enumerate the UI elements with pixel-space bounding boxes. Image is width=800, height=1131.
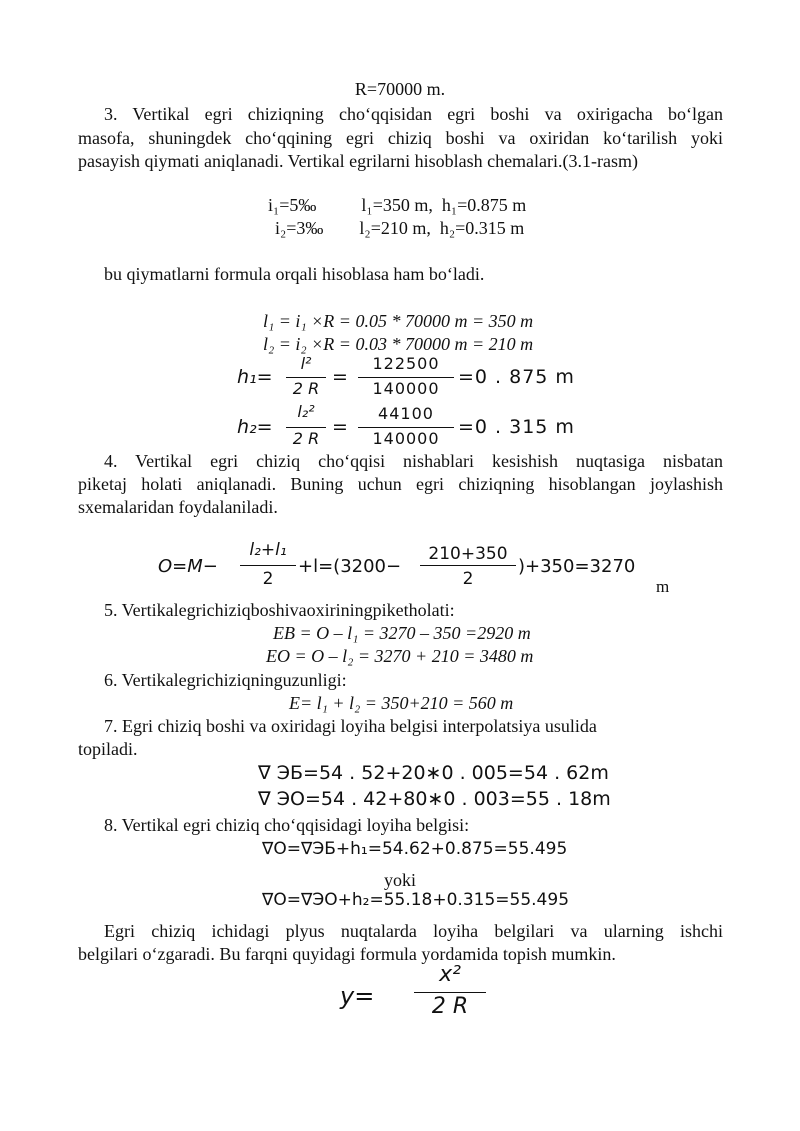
o-fraction-bar-1 bbox=[240, 565, 296, 566]
l2-formula: l₂ = i₂ ×R = 0.03 * 70000 m = 210 m bbox=[263, 334, 534, 354]
paragraph-8: 8. Vertikal egri chiziq cho‘qqisidagi loyiha belgisi: bbox=[104, 815, 470, 835]
h2-fraction-bar-2 bbox=[358, 427, 454, 428]
h1-rhs: =0 . 875 m bbox=[458, 366, 575, 388]
paragraph-3-line-3: pasayish qiymati aniqlanadi. Vertikal egrilarni hisoblash chemalari.(3.1-rasm) bbox=[78, 151, 639, 171]
grad-eo-formula: ∇ ЭО=54 . 42+80∗0 . 003=55 . 18m bbox=[258, 788, 611, 810]
o-num1: l₂+l₁ bbox=[249, 540, 287, 560]
eo-formula: EO = O – l₂ = 3270 + 210 = 3480 m bbox=[266, 646, 534, 666]
h1-num2: 122500 bbox=[372, 354, 440, 373]
e-formula: E= l₁ + l₂ = 350+210 = 560 m bbox=[289, 693, 514, 713]
y-fraction-bar bbox=[414, 992, 486, 993]
o-den1: 2 bbox=[262, 569, 274, 589]
paragraph-9-line-1: Egri chiziq ichidagi plyus nuqtalarda loyiha belgilari va ularning ishchi bbox=[104, 921, 723, 941]
paragraph-4-line-3: sxemalaridan foydalaniladi. bbox=[78, 497, 278, 517]
bu-line: bu qiymatlarni formula orqali hisoblasa ham bo‘ladi. bbox=[104, 264, 485, 284]
r-value: R=70000 m. bbox=[354, 79, 446, 99]
h2-num1: l₂² bbox=[297, 402, 315, 421]
h1-den2: 140000 bbox=[372, 379, 440, 398]
h2-den1: 2 R bbox=[292, 429, 320, 448]
l1-formula: l₁ = i₁ ×R = 0.05 * 70000 m = 350 m bbox=[263, 311, 534, 331]
grad-o-formula-2: ∇O=∇ЭО+h₂=55.18+0.315=55.495 bbox=[262, 890, 570, 910]
h2-eq-sign: = bbox=[332, 416, 348, 438]
h2-den2: 140000 bbox=[372, 429, 440, 448]
o-rhs: )+350=3270 bbox=[518, 556, 636, 577]
o-lhs: O=M− bbox=[158, 556, 218, 577]
paragraph-7-line-1: 7. Egri chiziq boshi va oxiridagi loyiha belgisi interpolatsiya usulida bbox=[104, 716, 597, 736]
h1-eq-sign: = bbox=[332, 366, 348, 388]
paragraph-9-line-2: belgilari o‘zgaradi. Bu farqni quyidagi formula yordamida topish mumkin. bbox=[78, 944, 616, 964]
h1-num1: l² bbox=[300, 354, 312, 373]
params-line-2 bbox=[275, 217, 524, 239]
o-unit: m bbox=[656, 577, 670, 596]
o-mid: +l=(3200− bbox=[298, 556, 402, 577]
params-1-text: i₁=5‰ l₁=350 m, h₁=0.875 m bbox=[268, 195, 527, 215]
paragraph-4-line-1: 4. Vertikal egri chiziq cho‘qqisi nishablari kesishish nuqtasiga nisbatan bbox=[104, 451, 723, 471]
h1-fraction-bar-2 bbox=[358, 377, 454, 378]
paragraph-7-line-2: topiladi. bbox=[78, 739, 138, 759]
yoki-text: yoki bbox=[383, 870, 416, 890]
o-num2: 210+350 bbox=[428, 544, 508, 564]
y-num: x² bbox=[439, 962, 461, 987]
y-lhs: y= bbox=[340, 982, 375, 1010]
y-den: 2 R bbox=[431, 994, 469, 1019]
grad-o-formula-1: ∇O=∇ЭБ+h₁=54.62+0.875=55.495 bbox=[262, 839, 568, 859]
params-line-1 bbox=[268, 194, 526, 216]
h2-lhs: h₂= bbox=[237, 416, 273, 438]
params-2-text: i₂=3‰ l₂=210 m, h₂=0.315 m bbox=[275, 218, 525, 238]
h1-fraction-bar-1 bbox=[286, 377, 326, 378]
h2-rhs: =0 . 315 m bbox=[458, 416, 575, 438]
grad-eb-formula: ∇ ЭБ=54 . 52+20∗0 . 005=54 . 62m bbox=[258, 762, 609, 784]
h2-fraction-bar-1 bbox=[286, 427, 326, 428]
h2-num2: 44100 bbox=[378, 404, 434, 423]
o-fraction-bar-2 bbox=[420, 565, 516, 566]
paragraph-4-line-2: piketaj holati aniqlanadi. Buning uchun egri chiziqning hisoblangan joylashish bbox=[78, 474, 723, 494]
h1-den1: 2 R bbox=[292, 379, 320, 398]
h1-lhs: h₁= bbox=[237, 366, 273, 388]
o-den2: 2 bbox=[462, 569, 474, 589]
paragraph-5: 5. Vertikalegrichiziqboshivaoxiriningpiketholati: bbox=[104, 600, 455, 620]
eb-formula: EB = O – l₁ = 3270 – 350 =2920 m bbox=[273, 623, 531, 643]
paragraph-6: 6. Vertikalegrichiziqninguzunligi: bbox=[104, 670, 347, 690]
paragraph-3-line-2: masofa, shuningdek cho‘qqining egri chiziq boshi va oxiridan ko‘tarilish yoki bbox=[78, 128, 723, 148]
paragraph-3-line-1: 3. Vertikal egri chiziqning cho‘qqisidan egri boshi va oxirigacha bo‘lgan bbox=[104, 104, 723, 124]
